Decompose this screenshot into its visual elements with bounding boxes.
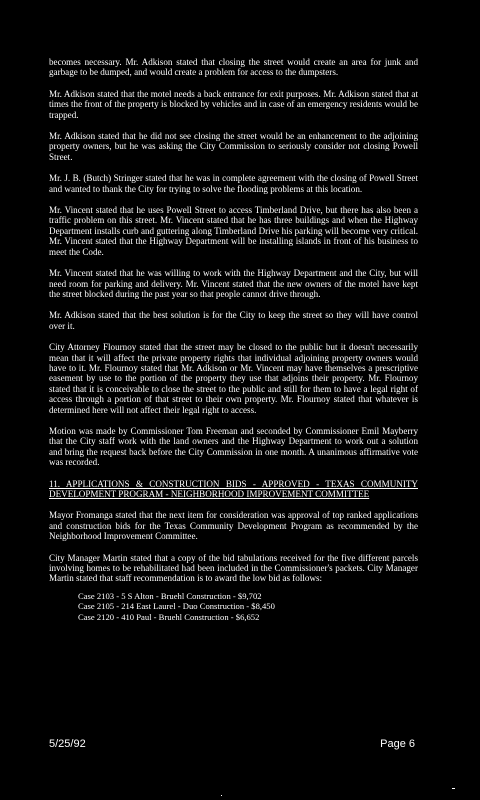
paragraph-7: Mr. Adkison stated that the best solution is for the City to keep the street so they will have control over it. — [49, 310, 418, 331]
paragraph-10: Mayor Fromanga stated that the next item for consideration was approval of top ranked applications and construction bids for the Texas Community Development Program as recommended by the Neighborhood Improvement Committee. — [49, 510, 418, 542]
paragraph-11: City Manager Martin stated that a copy of the bid tabulations received for the five different parcels involving homes to be rehabilitated had been included in the Commissioner's packets. City Manager Martin stated that staff recommendation is to award the low bid as follows: — [49, 552, 418, 584]
paragraph-2: Mr. Adkison stated that the motel needs a back entrance for exit purposes. Mr. Adkison stated that at times the front of the property is blocked by vehicles and in case of an emergency residents would be trapped. — [49, 88, 418, 120]
page-number: Page 6 — [380, 738, 415, 750]
bid-list-item: Case 2103 - 5 S Alton - Bruehl Construction - $9,702 — [78, 590, 262, 601]
paragraph-5: Mr. Vincent stated that he uses Powell Street to access Timberland Drive, but there has also been a traffic problem on this street. Mr. Vincent stated that he has three buildings and when the Highway Department installs curb and guttering along Timberland Drive his parking will become very critical. Mr. Vincent stated that the Highway Department will be installing islands in front of his business to meet the Code. — [49, 205, 418, 257]
bid-list-item: Case 2105 - 214 East Laurel - Duo Construction - $8,450 — [78, 601, 275, 612]
footer-date: 5/25/92 — [49, 738, 86, 750]
scan-speck — [452, 788, 455, 789]
paragraph-9: Motion was made by Commissioner Tom Freeman and seconded by Commissioner Emil Mayberry that the City staff work with the land owners and the Highway Department to work out a solution and bring the request back before the City Commission in one month. A unanimous affirmative vote was recorded. — [49, 425, 418, 468]
bid-list-item: Case 2120 - 410 Paul - Bruehl Construction - $6,652 — [78, 611, 260, 622]
paragraph-4: Mr. J. B. (Butch) Stringer stated that he was in complete agreement with the closing of Powell Street and wanted to thank the City for trying to solve the flooding problems at this location. — [49, 173, 418, 194]
scan-speck — [221, 795, 222, 796]
paragraph-3: Mr. Adkison stated that he did not see closing the street would be an enhancement to the adjoining property owners, but he was asking the City Commission to seriously consider not closing Powell Street. — [49, 131, 418, 162]
page-body — [49, 57, 418, 622]
section-heading: 11. APPLICATIONS & CONSTRUCTION BIDS - APPROVED - TEXAS COMMUNITY DEVELOPMENT PROGRAM - NEIGHBORHOOD IMPROVEMENT COMMITTEE — [49, 478, 418, 499]
paragraph-8: City Attorney Flournoy stated that the street may be closed to the public but it doesn't necessarily mean that it will affect the private property rights that individual adjoining property owners would have to it. Mr. Flournoy stated that Mr. Adkison or Mr. Vincent may have themselves a prescriptive easement by use to the portion of the property they use that adjoins their property. Mr. Flournoy stated that it is conceivable to close the street to the public and still for them to have a legal right of access through a portion of that street to their own property. Mr. Flournoy stated that whatever is determined here will not affect their legal right to access. — [49, 342, 418, 415]
paragraph-6: Mr. Vincent stated that he was willing to work with the Highway Department and the City, but will need room for parking and delivery. Mr. Vincent stated that the new owners of the motel have kept the street blocked during the past year so that people cannot drive through. — [49, 268, 418, 299]
paragraph-1: becomes necessary. Mr. Adkison stated that closing the street would create an area for junk and garbage to be dumped, and would create a problem for access to the dumpsters. — [49, 57, 418, 78]
bid-list — [78, 591, 418, 622]
